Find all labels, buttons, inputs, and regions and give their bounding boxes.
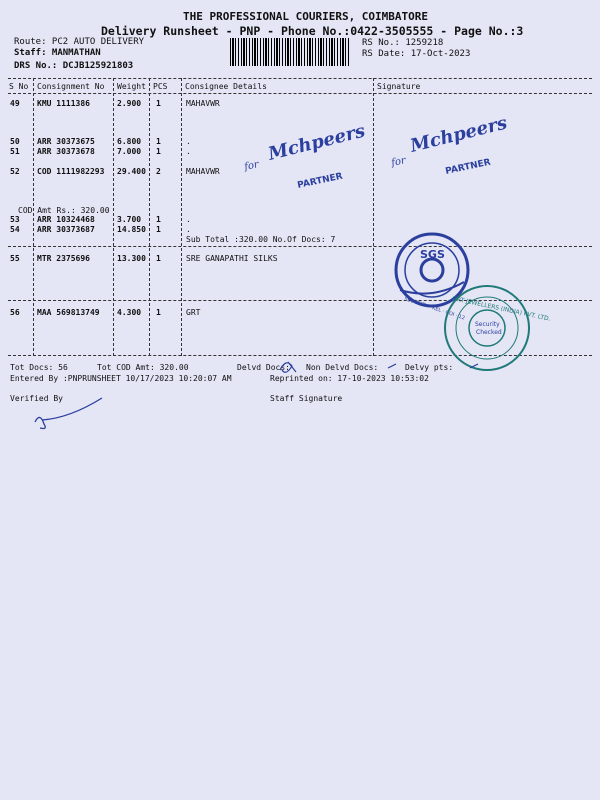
staff-signature-label: Staff Signature bbox=[270, 394, 343, 403]
partner-text: PARTNER bbox=[296, 171, 344, 191]
row-consignment: ARR 30373678 bbox=[37, 147, 95, 156]
grt-ring-text: GRT JEWELLERS (INDIA) PVT. LTD. bbox=[451, 295, 551, 323]
row-pcs: 2 bbox=[156, 167, 161, 176]
row-sno: 52 bbox=[10, 167, 20, 176]
row-pcs: 1 bbox=[156, 215, 161, 224]
verified-by: Verified By bbox=[10, 394, 63, 403]
row-pcs: 1 bbox=[156, 137, 161, 146]
row-details: GRT bbox=[186, 308, 201, 317]
rs-number: RS No.: 1259218 bbox=[362, 38, 444, 48]
non-delivered-mark bbox=[388, 364, 396, 368]
route-label: Route: PC2 AUTO DELIVERY bbox=[14, 37, 145, 47]
mchpeers-logo: Mchpeers bbox=[408, 112, 510, 157]
row-consignment: MTR 2375696 bbox=[37, 254, 90, 263]
sgs-ring-text: SECURITY · KEL · COI · 12 bbox=[403, 296, 466, 322]
row-details: . bbox=[186, 225, 191, 234]
row-consignment: ARR 10324468 bbox=[37, 215, 95, 224]
row-weight: 13.300 bbox=[117, 254, 146, 263]
row-weight: 14.850 bbox=[117, 225, 146, 234]
partner-text: PARTNER bbox=[444, 157, 492, 177]
row-sno: 54 bbox=[10, 225, 20, 234]
mchpeers-stamp bbox=[242, 121, 367, 191]
drs-number: DRS No.: DCJB125921803 bbox=[14, 61, 134, 71]
grt-center-text: Checked bbox=[476, 329, 502, 336]
row-pcs: 1 bbox=[156, 254, 161, 263]
row-sno: 53 bbox=[10, 215, 20, 224]
row-details: . bbox=[186, 215, 191, 224]
row-details: MAHAVWR bbox=[186, 167, 220, 176]
col-weight: Weight bbox=[117, 82, 146, 91]
row-weight: 6.800 bbox=[117, 137, 142, 146]
row-consignment: ARR 30373675 bbox=[37, 137, 95, 146]
row-details: . bbox=[186, 137, 191, 146]
delivered-docs: Delvd Docs: bbox=[237, 363, 290, 372]
row-weight: 29.400 bbox=[117, 167, 146, 176]
row-details: MAHAVWR bbox=[186, 99, 220, 108]
delivery-points: Delvy pts: bbox=[405, 363, 454, 372]
mchpeers-logo: Mchpeers bbox=[266, 120, 368, 165]
delivered-signature bbox=[280, 362, 296, 372]
col-sno: S No bbox=[9, 82, 29, 91]
total-cod: Tot COD Amt: 320.00 bbox=[97, 363, 189, 372]
row-consignment: MAA 569813749 bbox=[37, 308, 100, 317]
row-pcs: 1 bbox=[156, 147, 161, 156]
row-sno: 51 bbox=[10, 147, 20, 156]
row-details: SRE GANAPATHI SILKS bbox=[186, 254, 278, 263]
mchpeers-stamp bbox=[389, 113, 509, 177]
row-consignment: KMU 1111386 bbox=[37, 99, 90, 108]
row-weight: 2.900 bbox=[117, 99, 142, 108]
runsheet-subtitle: Delivery Runsheet - PNP - Phone No.:0422-3505555 - Page No.:3 bbox=[101, 24, 524, 38]
stamp-for-text: for bbox=[390, 155, 407, 169]
total-docs: Tot Docs: 56 bbox=[10, 363, 68, 372]
col-consignee: Consignee Details bbox=[185, 82, 267, 91]
grt-center-text: Security bbox=[475, 321, 500, 328]
row-sno: 56 bbox=[10, 308, 20, 317]
company-title: THE PROFESSIONAL COURIERS, COIMBATORE bbox=[183, 10, 429, 23]
col-pcs: PCS bbox=[153, 82, 168, 91]
row-pcs: 1 bbox=[156, 225, 161, 234]
row-weight: 7.000 bbox=[117, 147, 142, 156]
row-pcs: 1 bbox=[156, 99, 161, 108]
row-weight: 4.300 bbox=[117, 308, 142, 317]
row-sno: 49 bbox=[10, 99, 20, 108]
row-sno: 55 bbox=[10, 254, 20, 263]
row-sno: 50 bbox=[10, 137, 20, 146]
staff-label: Staff: MANMATHAN bbox=[14, 48, 101, 58]
entered-by: Entered By :PNPRUNSHEET 10/17/2023 10:20:07 AM bbox=[10, 374, 232, 383]
subtotal: Sub Total :320.00 No.Of Docs: 7 bbox=[186, 235, 336, 244]
cod-amount: COD Amt Rs.: 320.00 bbox=[18, 206, 110, 215]
row-weight: 3.700 bbox=[117, 215, 142, 224]
row-consignment: COD 1111982293 bbox=[37, 167, 105, 176]
row-consignment: ARR 30373687 bbox=[37, 225, 95, 234]
rs-date: RS Date: 17-Oct-2023 bbox=[362, 49, 471, 59]
stamp-for-text: for bbox=[243, 159, 260, 173]
row-pcs: 1 bbox=[156, 308, 161, 317]
non-delivered-docs: Non Delvd Docs: bbox=[306, 363, 379, 372]
col-consignment: Consignment No bbox=[37, 82, 105, 91]
sgs-text: SGS bbox=[420, 248, 445, 261]
row-details: . bbox=[186, 147, 191, 156]
col-signature: Signature bbox=[377, 82, 421, 91]
reprinted-on: Reprinted on: 17-10-2023 10:53:02 bbox=[270, 374, 429, 383]
verified-signature bbox=[35, 398, 102, 429]
